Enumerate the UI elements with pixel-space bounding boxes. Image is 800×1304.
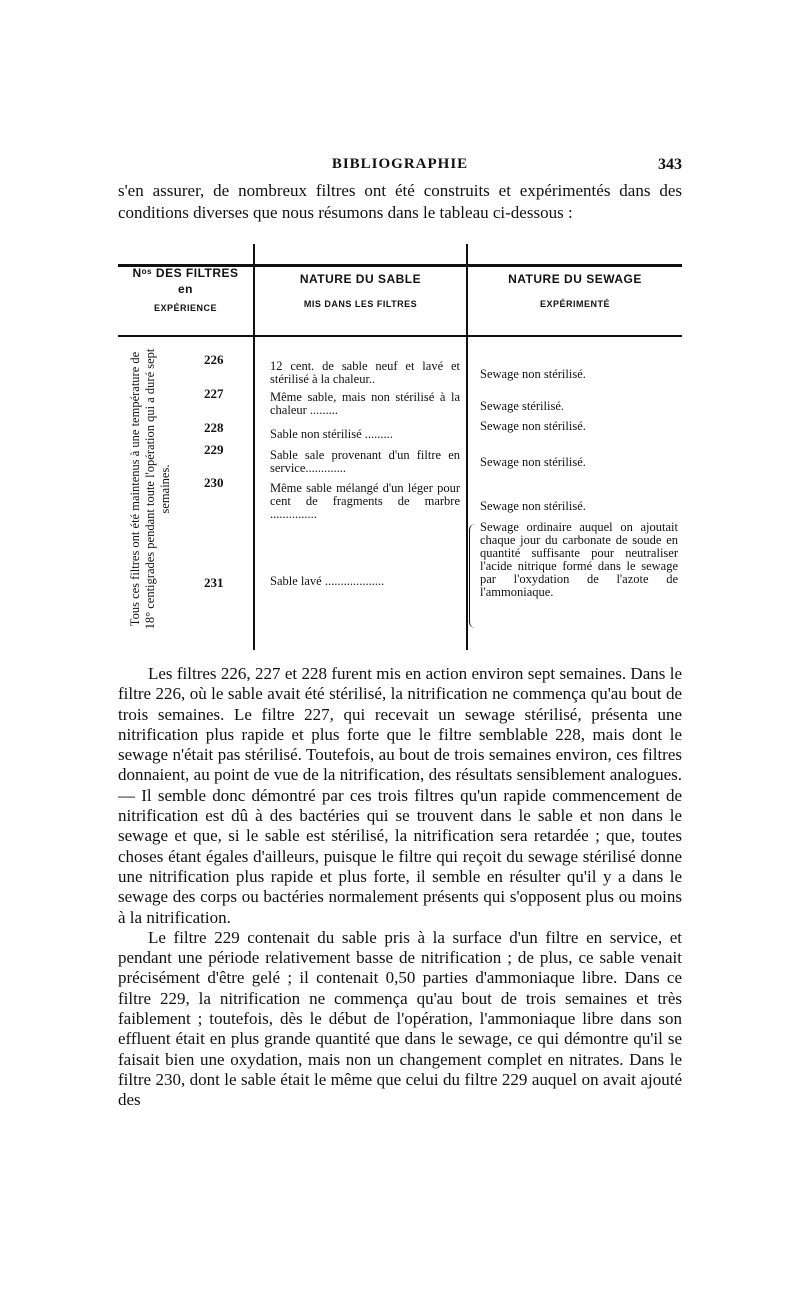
col-header-filters-line3: EXPÉRIENCE	[153, 303, 218, 313]
sewage-230: Sewage non stérilisé.	[480, 499, 586, 513]
sewage-228: Sewage non stérilisé.	[480, 419, 586, 433]
sand-229: Sable sale provenant d'un filtre en service.............	[270, 448, 460, 475]
sand-228: Sable non stérilisé .........	[270, 427, 393, 441]
paragraph-1: Les filtres 226, 227 et 228 furent mis en action environ sept semaines. Dans le filtre 226, où le sable avait été stérilisé, la nitrification ne commença qu'au bout de trois semaines. Le filtre 227, qui recevait un sewage stérilisé, présenta une nitrification plus rapide et plus forte que le filtre semblable 228, mais dont le sewage n'était pas stérilisé. Toutefois, au bout de trois semaines environ, ces filtres donnaient, au point de vue de la nitrification, des résultats sensiblement analogues. — Il semble donc démontré par ces trois filtres qu'un rapide commencement de nitrification est dû à des bactéries qui se trouvent dans le sable et non dans le sewage et que, si le sable est stérilisé, la nitrification sera retardée ; que, toutes choses étant égales d'ailleurs, puisque le filtre qui reçoit du sewage stérilisé donne une nitrification plus rapide et plus forte, il semble en résulter qu'il y a dans le sewage des corps ou bactéries normalement présents qui s'opposent plus ou moins à la nitrification.	[118, 664, 682, 927]
sand-226: 12 cent. de sable neuf et lavé et stérilisé à la chaleur..	[270, 359, 460, 386]
col-header-filters-line2: en	[177, 282, 193, 296]
side-note: Tous ces filtres ont été maintenus à une température de 18° centigrades pendant toute l'opération qui a duré sept semaines.	[128, 348, 172, 630]
table-header-rule	[118, 335, 682, 337]
col-header-sand-line1: NATURE DU SABLE	[299, 272, 422, 286]
intro-paragraph: s'en assurer, de nombreux filtres ont été construits et expérimentés dans des conditions diverses que nous résumons dans le tableau ci-dessous :	[118, 181, 682, 222]
col-header-sewage-line1: NATURE DU SEWAGE	[508, 272, 642, 286]
sewage-231: Sewage ordinaire auquel on ajoutait chaque jour du carbonate de soude en quantité suffisante pour neutraliser l'acide nitrique formé dans le sewage par l'oxydation de l'azote de l'ammoniaque.	[480, 520, 678, 599]
filter-number-231: 231	[204, 575, 224, 590]
sewage-227: Sewage stérilisé.	[480, 399, 565, 413]
body-text	[118, 664, 682, 1111]
running-title: BIBLIOGRAPHIE	[331, 156, 469, 172]
side-note-box	[128, 346, 190, 632]
paragraph-2: Le filtre 229 contenait du sable pris à la surface d'un filtre en service, et pendant une période relativement basse de nitrification ; de plus, ce sable venait précisément d'être gelé ; il contenait 0,50 parties d'ammoniaque libre. Dans ce filtre 229, la nitrification ne commença qu'au bout de trois semaines et très faiblement ; toutefois, dès le début de l'opération, l'ammoniaque libre dans son effluent était en plus grande quantité que dans le sewage, ce qui démontre qu'il se faisait bien une oxydation, mais non un changement complet en nitrates. Dans le filtre 230, dont le sable était le même que celui du filtre 229 auquel on avait ajouté des	[118, 927, 682, 1110]
sand-231: Sable lavé ...................	[270, 574, 385, 588]
col-header-sand-line2: MIS DANS LES FILTRES	[303, 299, 418, 309]
sewage-231-brace	[469, 524, 478, 628]
filter-number-227: 227	[204, 386, 224, 401]
filter-number-228: 228	[204, 420, 224, 435]
filter-number-229: 229	[204, 442, 224, 457]
sand-227: Même sable, mais non stérilisé à la chaleur .........	[270, 390, 460, 417]
filter-number-226: 226	[204, 352, 224, 367]
col-header-filters	[118, 266, 253, 313]
sewage-226: Sewage non stérilisé.	[480, 367, 586, 381]
page-header	[118, 156, 682, 180]
page-number: 343	[658, 156, 682, 173]
sand-230: Même sable mélangé d'un léger pour cent de fragments de marbre ...............	[270, 481, 460, 521]
col-header-sand	[255, 272, 466, 309]
col-header-sewage-line2: EXPÉRIMENTÉ	[539, 299, 610, 309]
sewage-229: Sewage non stérilisé.	[480, 455, 586, 469]
filter-table	[118, 240, 682, 652]
filter-number-230: 230	[204, 475, 224, 490]
col-header-filters-line1: Nᵒˢ DES FILTRES	[132, 266, 239, 280]
col-header-sewage	[468, 272, 682, 309]
